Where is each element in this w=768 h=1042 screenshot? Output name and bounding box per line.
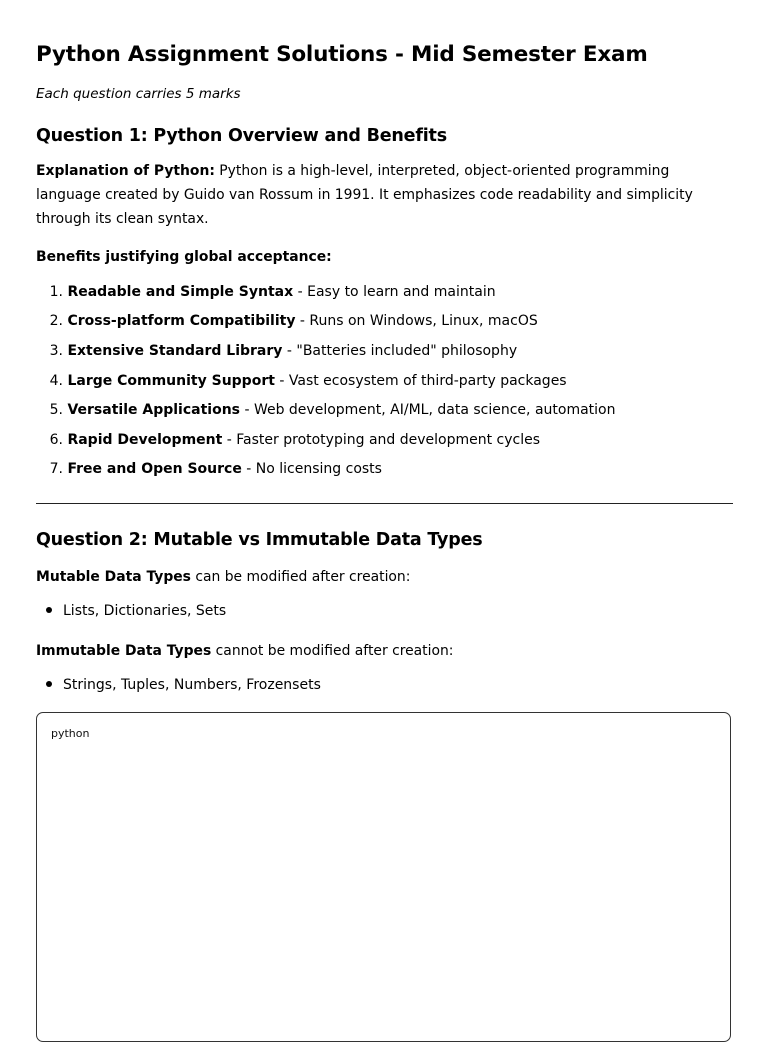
q2-mutable-label: Mutable Data Types (36, 569, 191, 585)
benefit-number: 6. (49, 432, 63, 448)
q1-explanation (36, 159, 726, 231)
section-divider (36, 503, 733, 504)
benefit-text: - "Batteries included" philosophy (282, 343, 518, 359)
benefit-number: 4. (49, 373, 63, 389)
benefit-text: - Easy to learn and maintain (293, 284, 496, 300)
q2-heading: Question 2: Mutable vs Immutable Data Types (36, 530, 483, 550)
q2-mutable-intro (36, 565, 726, 589)
q2-immutable-label: Immutable Data Types (36, 643, 212, 659)
q1-explanation-text: Python is a high-level, interpreted, object-oriented programming language created by Guido van Rossum in 1991. It emphasizes code readability and simplicity through its clean syntax. (36, 163, 693, 227)
q2-mutable-text: can be modified after creation: (190, 569, 411, 585)
benefit-text: - No licensing costs (241, 461, 382, 477)
q2-immutable-item: Strings, Tuples, Numbers, Frozensets (63, 677, 321, 693)
benefit-number: 3. (49, 343, 63, 359)
q2-immutable-text: cannot be modified after creation: (211, 643, 454, 659)
benefit-label: Cross-platform Compatibility (67, 313, 296, 329)
page-title: Python Assignment Solutions - Mid Semester Exam (36, 42, 648, 67)
benefit-item (36, 402, 615, 418)
benefit-label: Versatile Applications (67, 402, 240, 418)
code-block[interactable] (36, 712, 731, 1042)
benefit-label: Readable and Simple Syntax (67, 284, 294, 300)
benefit-item (36, 432, 540, 448)
benefit-text: - Faster prototyping and development cycles (222, 432, 541, 448)
code-language-label: python (51, 727, 90, 740)
benefit-number: 1. (49, 284, 63, 300)
benefit-item (36, 284, 496, 300)
list-item (36, 603, 226, 619)
benefit-number: 5. (49, 402, 63, 418)
bullet-icon (46, 607, 52, 613)
bullet-icon (46, 681, 52, 687)
q1-benefits-heading-text: Benefits justifying global acceptance: (36, 249, 332, 265)
q1-benefits-heading (36, 245, 726, 269)
q1-explanation-label: Explanation of Python: (36, 163, 215, 179)
benefit-item (36, 373, 567, 389)
benefit-label: Rapid Development (67, 432, 223, 448)
benefit-number: 2. (49, 313, 63, 329)
benefit-number: 7. (49, 461, 63, 477)
q1-heading: Question 1: Python Overview and Benefits (36, 126, 447, 146)
page-subtitle: Each question carries 5 marks (36, 86, 241, 102)
benefit-label: Extensive Standard Library (67, 343, 283, 359)
benefit-label: Free and Open Source (67, 461, 242, 477)
q2-mutable-item: Lists, Dictionaries, Sets (63, 603, 227, 619)
benefit-item (36, 313, 538, 329)
benefit-item (36, 343, 517, 359)
q2-immutable-intro (36, 639, 726, 663)
benefit-text: - Web development, AI/ML, data science, automation (240, 402, 616, 418)
benefit-text: - Runs on Windows, Linux, macOS (295, 313, 538, 329)
benefit-item (36, 461, 382, 477)
benefit-text: - Vast ecosystem of third-party packages (274, 373, 567, 389)
benefit-label: Large Community Support (67, 373, 275, 389)
list-item (36, 677, 321, 693)
